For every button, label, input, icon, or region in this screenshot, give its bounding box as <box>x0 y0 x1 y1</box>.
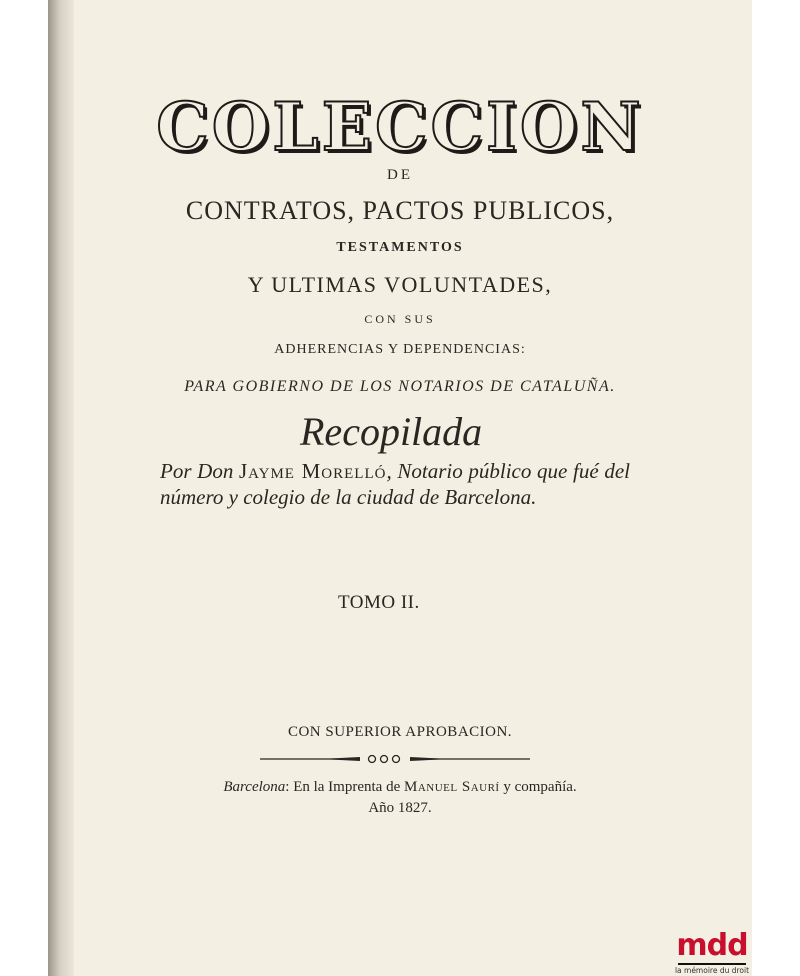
subtitle-adherencias: ADHERENCIAS Y DEPENDENCIAS: <box>274 342 526 357</box>
subtitle-ultimas-voluntades: Y ULTIMAS VOLUNTADES, <box>247 272 553 297</box>
logo-underline <box>678 963 746 965</box>
subtitle-gobierno: PARA GOBIERNO DE LOS NOTARIOS DE CATALUÑA. <box>184 378 616 395</box>
author-name: Jayme Morelló <box>239 459 387 483</box>
approval-notice: CON SUPERIOR APROBACION. <box>287 724 513 740</box>
author-statement <box>160 458 630 510</box>
logo-mark: mdd <box>676 928 748 963</box>
watermark-logo <box>672 930 752 976</box>
imprint-year: Año 1827. <box>368 800 432 816</box>
subtitle-testamentos: TESTAMENTOS <box>336 240 464 255</box>
page-title: COLECCION <box>156 88 644 166</box>
recopilada-script: Recopilada <box>300 409 483 454</box>
ornament-divider <box>260 752 530 766</box>
imprint-text-2: y compañía. <box>499 779 577 795</box>
subtitle-con-sus: CON SUS <box>364 312 436 326</box>
author-description: , Notario público que fué del número y colegio de la ciudad de Barcelona. <box>160 459 630 509</box>
imprint-text-1: : En la Imprenta de <box>285 779 404 795</box>
volume-number: TOMO II. <box>338 592 420 613</box>
subtitle-contratos: CONTRATOS, PACTOS PUBLICOS, <box>185 196 615 225</box>
author-prefix: Por Don <box>160 459 239 483</box>
logo-caption: la mémoire du droit <box>674 966 750 975</box>
imprint <box>170 777 630 819</box>
subtitle-de: DE <box>387 167 413 183</box>
imprint-city: Barcelona <box>223 779 286 795</box>
imprint-printer: Manuel Saurí <box>404 779 500 795</box>
